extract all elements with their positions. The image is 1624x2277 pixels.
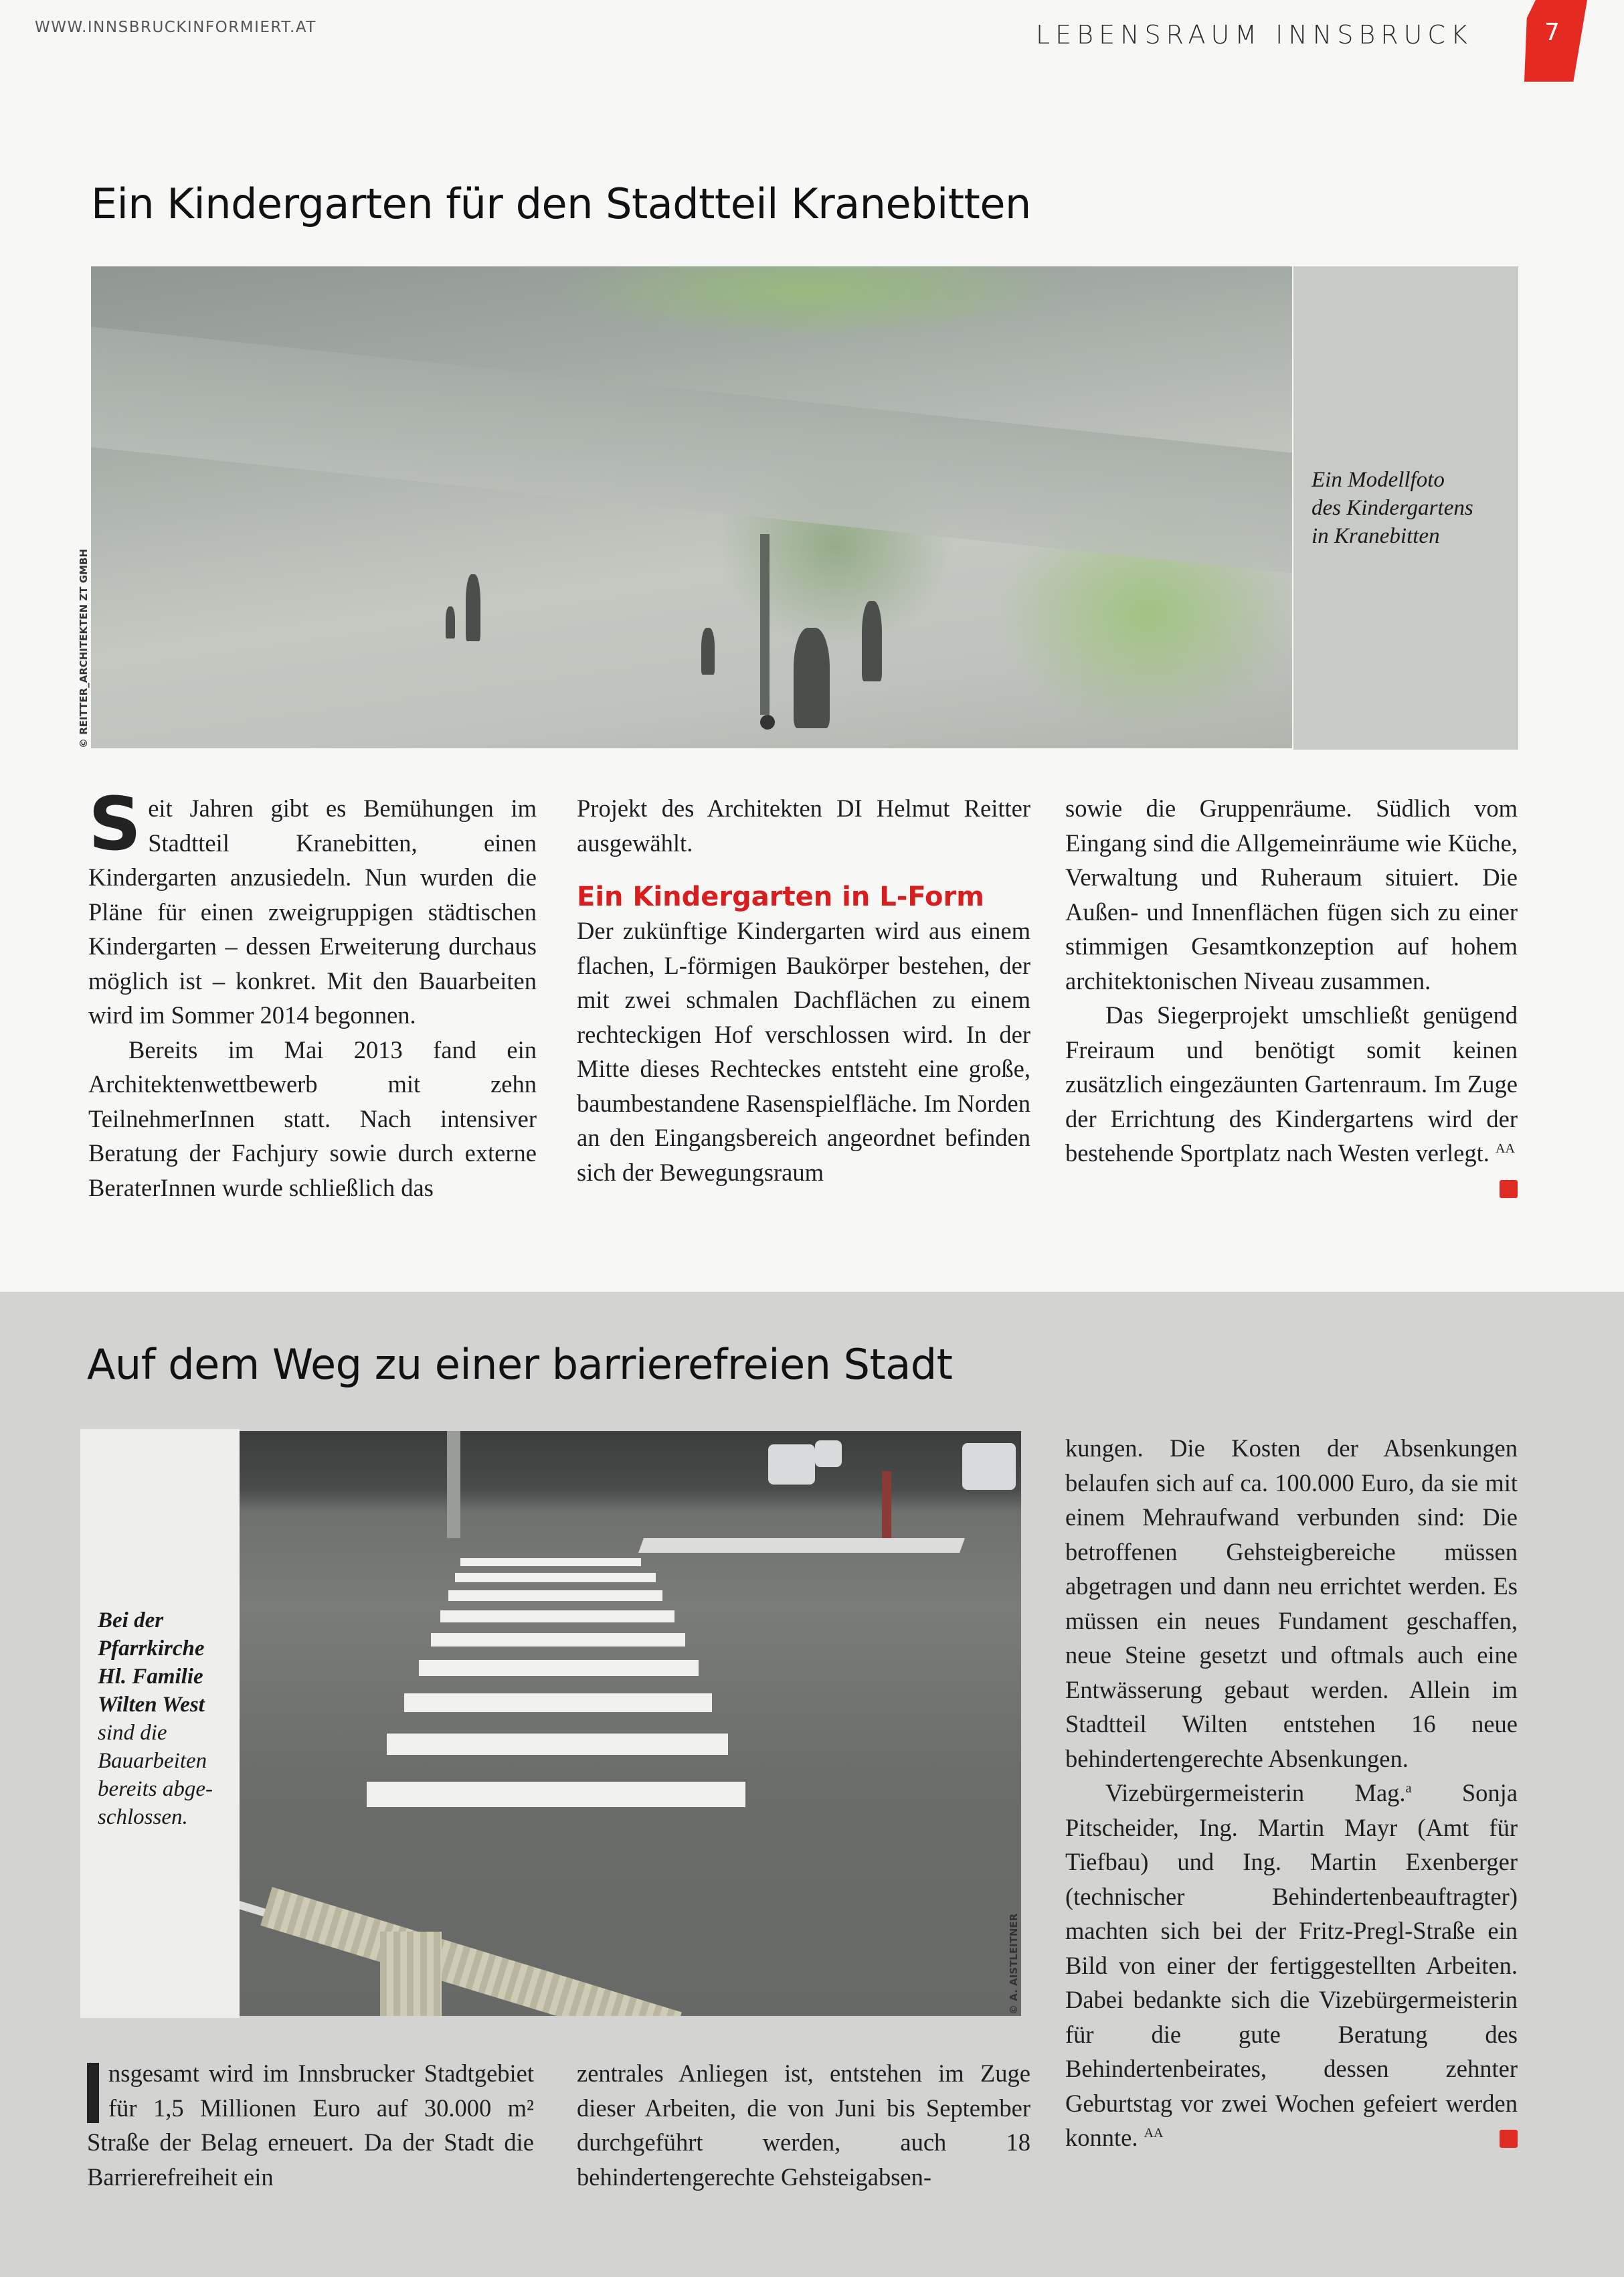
paragraph: kungen. Die Kosten der Absenkungen belaufen sich auf ca. 100.000 Euro, da sie mit einem Mehraufwand verbunden sind: Die betroffenen Gehsteigbereiche müssen abgetragen und dann neu errichtet werden. Es müssen ein neues Fundament geschaffen, neue Steine gesetzt und oftmals auch eine Entwässerung gebaut werden. Allein im Stadtteil Wilten entstehen 16 neue behindertengerechte Absenkungen. <box>1065 1434 1518 1772</box>
caption-line: sind die <box>98 1721 167 1745</box>
page-number: 7 <box>1544 19 1560 46</box>
paragraph: nsgesamt wird im Innsbrucker Stadtgebiet für 1,5 Millionen Euro auf 30.000 m² Straße der Belag erneuert. Da der Stadt die Barrierefreiheit ein <box>87 2059 534 2191</box>
article2-column-3 <box>1065 1431 1518 2155</box>
photo-crosswalk-stripe <box>448 1590 662 1601</box>
article1-column-3 <box>1065 791 1518 1198</box>
photo-traffic-island <box>638 1538 965 1553</box>
photo-car <box>768 1444 815 1485</box>
paragraph-text: Vizebürgermeisterin Mag. <box>1105 1779 1406 1806</box>
caption-line-bold: Wilten West <box>98 1693 205 1717</box>
caption-line: Ein Modellfoto <box>1312 468 1445 492</box>
superscript: a <box>1405 1780 1412 1796</box>
dropcap: S <box>88 781 142 867</box>
end-mark-icon <box>1500 1180 1518 1198</box>
article1-photo-credit: © REITTER_ARCHITEKTEN ZT GMBH <box>78 549 90 748</box>
article2-headline: Auf dem Weg zu einer barrierefreien Stadt <box>87 1340 953 1389</box>
article1-headline: Ein Kindergarten für den Stadtteil Kranebitten <box>91 179 1031 228</box>
article1-column-1 <box>88 781 537 1205</box>
photo-figure-small-child <box>701 628 715 675</box>
photo-figure-child <box>862 601 882 681</box>
site-url[interactable]: WWW.INNSBRUCKINFORMIERT.AT <box>35 19 317 36</box>
article2-photo <box>240 1431 1021 2016</box>
photo-tree <box>760 534 770 715</box>
photo-traffic-pole <box>447 1431 460 1538</box>
photo-bollard <box>882 1471 891 1545</box>
author-initials: AA <box>1144 2125 1164 2140</box>
article1-photo <box>91 266 1292 748</box>
subheading: Ein Kindergarten in L-Form <box>577 881 984 912</box>
caption-line-bold: Bei der <box>98 1608 164 1632</box>
article2-column-1 <box>87 2056 534 2194</box>
paragraph: eit Jahren gibt es Bemühungen im Stadtteil Kranebitten, einen Kindergarten anzusiedeln. Nun wurden die Pläne für einen zweigruppigen städtischen Kindergarten – dessen Erweiterung durchaus möglich ist – konkret. Mit den Bauarbeiten wird im Sommer 2014 begonnen. <box>88 794 537 1029</box>
caption-line: Bauarbeiten <box>98 1749 207 1773</box>
photo-figure-adult <box>466 574 480 641</box>
caption-line: in Kranebitten <box>1312 524 1440 548</box>
paragraph: Projekt des Architekten DI Helmut Reitter ausgewählt. <box>577 794 1030 857</box>
photo-crosswalk-stripe <box>440 1610 674 1622</box>
article2-photo-caption <box>98 1606 235 1831</box>
caption-line: des Kindergartens <box>1312 496 1473 520</box>
paragraph: sowie die Gruppenräume. Südlich vom Eingang sind die Allgemeinräume wie Küche, Verwaltung und Ruheraum situiert. Die Außen- und Innenflächen fügen sich zu einer stimmigen Gesamtkonzeption auf hohem architektonischen Niveau zusammen. <box>1065 794 1518 995</box>
photo-ball <box>760 715 775 730</box>
paragraph: zentrales Anliegen ist, entstehen im Zuge dieser Arbeiten, die von Juni bis September durchgeführt werden, auch 18 behindertengerechte Gehsteigabsen- <box>577 2059 1030 2191</box>
photo-figure-small <box>446 606 455 639</box>
dropcap-bar <box>87 2063 99 2123</box>
photo-crosswalk-stripe <box>387 1734 728 1755</box>
paragraph-text: Das Siegerprojekt umschließt genügend Freiraum und benötigt somit keinen zusätzlich eingezäunten Gartenraum. Im Zuge der Errichtung des Kindergartens wird der bestehende Sportplatz nach Westen verlegt. <box>1065 1001 1518 1167</box>
section-title: LEBENSRAUM INNSBRUCK <box>1036 20 1473 50</box>
caption-line-bold: Hl. Familie <box>98 1665 203 1689</box>
article2-column-2 <box>577 2056 1030 2194</box>
caption-line-bold: Pfarrkirche <box>98 1636 205 1661</box>
photo-crosswalk-stripe <box>404 1693 712 1712</box>
paragraph <box>1065 998 1518 1171</box>
photo-tactile-paving-strip <box>260 1887 682 2016</box>
article2-photo-credit: © A. AISTLEITNER <box>1008 1913 1020 2015</box>
author-initials: AA <box>1496 1141 1515 1156</box>
photo-car <box>815 1440 842 1467</box>
article1-photo-caption <box>1312 466 1512 550</box>
photo-crosswalk-stripe <box>431 1633 685 1647</box>
caption-line: schlossen. <box>98 1805 188 1829</box>
photo-crosswalk-stripe <box>419 1660 699 1676</box>
end-mark-icon <box>1500 2130 1518 2148</box>
photo-car <box>962 1443 1016 1490</box>
photo-crosswalk-stripe <box>455 1573 656 1582</box>
photo-figure-child-kicking <box>794 628 830 728</box>
photo-tactile-paving-guide <box>380 1932 442 2016</box>
paragraph: Bereits im Mai 2013 fand ein Architektenwettbewerb mit zehn TeilnehmerInnen statt. Nach intensiver Beratung der Fachjury sowie durch externe BeraterInnen wurde schließlich das <box>88 1035 537 1201</box>
paragraph <box>1065 1776 1518 2155</box>
photo-crosswalk-stripe <box>460 1558 641 1566</box>
article1-column-2 <box>577 791 1030 1189</box>
paragraph-text: Sonja Pitscheider, Ing. Martin Mayr (Amt für Tiefbau) und Ing. Martin Exenberger (technischer Behindertenbeauftragter) machten sich bei der Fritz-Pregl-Straße ein Bild von einer der fertiggestellten Arbeiten. Dabei bedankte sich die Vizebürgermeisterin für die gute Beratung des Behindertenbeirates, dessen zehnter Geburtstag vor zwei Wochen gefeiert werden konnte. <box>1065 1779 1518 2151</box>
photo-roof-shape <box>91 327 1292 574</box>
paragraph: Der zukünftige Kindergarten wird aus einem flachen, L-förmigen Baukörper bestehen, der mit zwei schmalen Dachflächen zu einem rechteckigen Hof verschlossen wird. In der Mitte dieses Rechteckes entsteht eine große, baumbestandene Rasenspielfläche. Im Norden an den Eingangsbereich angeordnet befinden sich der Bewegungsraum <box>577 917 1030 1186</box>
caption-line: bereits abge- <box>98 1777 213 1801</box>
photo-crosswalk-stripe <box>367 1782 745 1807</box>
